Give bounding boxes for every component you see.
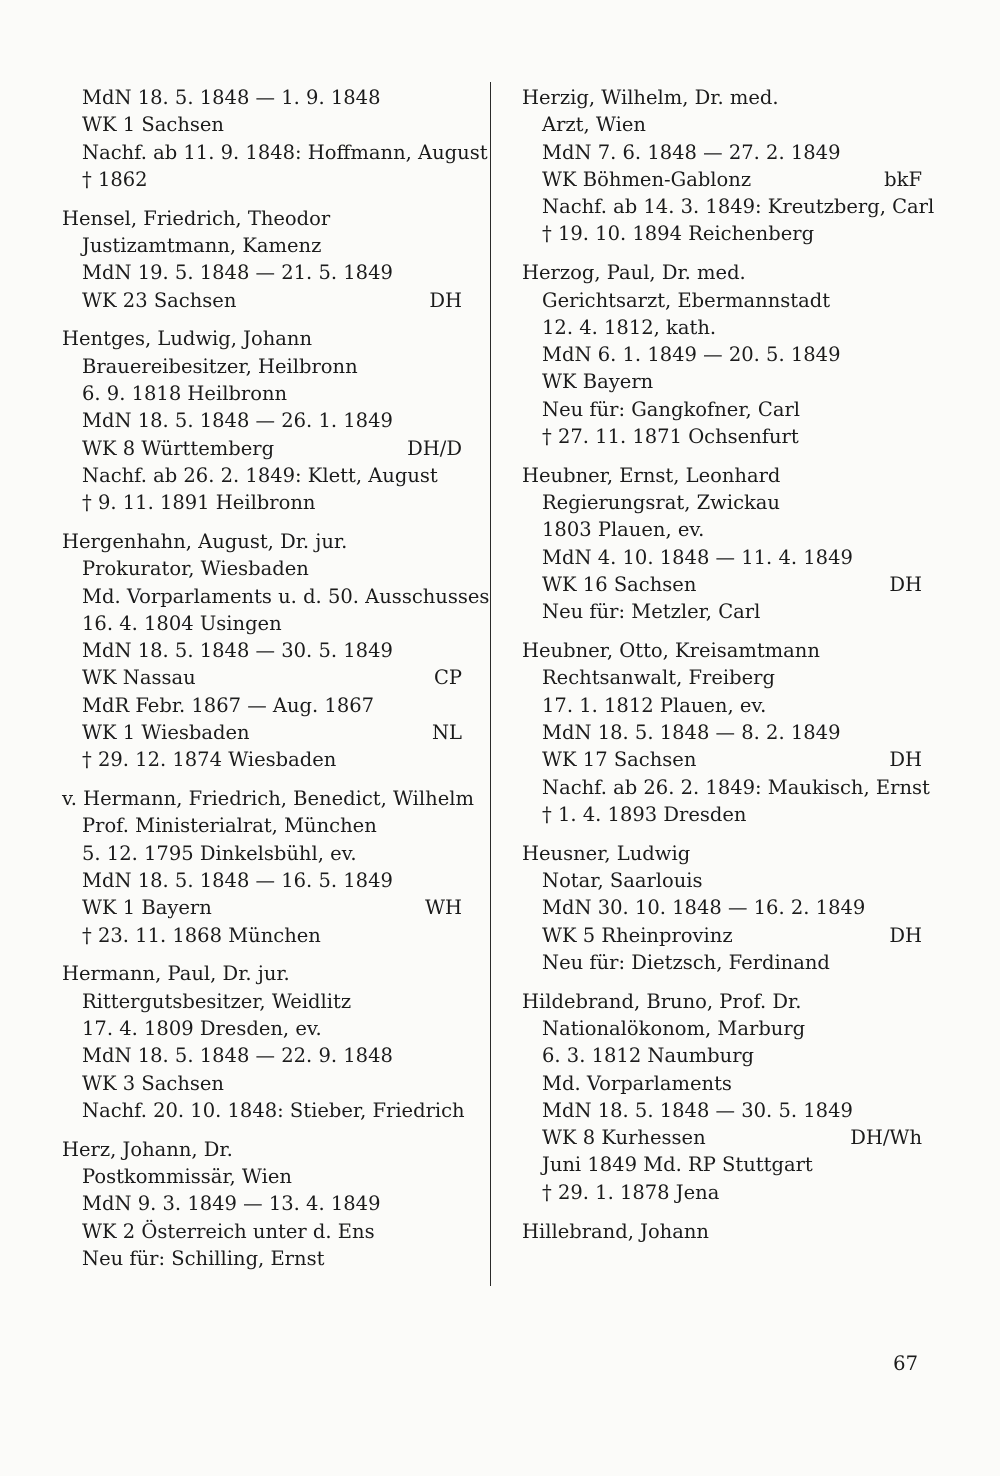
entry-detail-line [62, 555, 462, 582]
entry-text: 12. 4. 1812, kath. [542, 315, 717, 339]
entry-detail-line [62, 637, 462, 664]
entry-text: Nachf. 20. 10. 1848: Stieber, Friedrich [82, 1098, 465, 1122]
entry-detail-line [62, 232, 462, 259]
entry-text: † 19. 10. 1894 Reichenberg [542, 222, 815, 246]
entry-detail-line [522, 746, 922, 773]
entry-detail-line [522, 516, 922, 543]
entry-detail-line [522, 489, 922, 516]
entry-detail-line [522, 801, 922, 828]
entry-text: † 9. 11. 1891 Heilbronn [82, 491, 316, 515]
entry-text: † 23. 11. 1868 München [82, 923, 321, 947]
entry-detail-line [62, 1245, 462, 1272]
entry-text: Md. Vorparlaments u. d. 50. Ausschusses [82, 584, 490, 608]
register-entry [62, 205, 462, 314]
entry-text: v. Hermann, Friedrich, Benedict, Wilhelm [62, 787, 474, 811]
entry-text: Hensel, Friedrich, Theodor [62, 206, 331, 230]
entry-text: Juni 1849 Md. RP Stuttgart [542, 1153, 813, 1177]
register-entry [522, 988, 922, 1206]
entry-name [62, 785, 474, 812]
entry-detail-line [522, 1124, 922, 1151]
faction-tag: bkF [884, 167, 922, 191]
page-number: 67 [893, 1352, 918, 1375]
entry-name [522, 1218, 922, 1245]
register-entry [62, 785, 474, 949]
register-entry [522, 259, 922, 450]
entry-text: Heubner, Ernst, Leonhard [522, 463, 781, 487]
register-entry [62, 960, 465, 1124]
entry-text: 16. 4. 1804 Usingen [82, 611, 282, 635]
entry-text: † 29. 12. 1874 Wiesbaden [82, 748, 337, 772]
entry-text: Rechtsanwalt, Freiberg [542, 666, 775, 690]
entry-detail-line [522, 111, 922, 138]
entry-detail-line [522, 396, 922, 423]
entry-text: Neu für: Gangkofner, Carl [542, 397, 801, 421]
entry-text: Hermann, Paul, Dr. jur. [62, 962, 290, 986]
entry-detail-line [522, 571, 922, 598]
column-divider [490, 82, 491, 1286]
entry-text: MdN 18. 5. 1848 — 30. 5. 1849 [542, 1098, 853, 1122]
entry-detail-line [62, 489, 462, 516]
entry-detail-line [62, 988, 462, 1015]
entry-name [62, 960, 462, 987]
entry-detail-line [522, 774, 930, 801]
register-entry [62, 325, 462, 516]
entry-detail-line [522, 719, 922, 746]
entry-text: MdN 9. 3. 1849 — 13. 4. 1849 [82, 1192, 381, 1216]
entry-detail-line [62, 583, 490, 610]
entry-text: Herzog, Paul, Dr. med. [522, 261, 746, 285]
entry-detail-line [62, 1097, 465, 1124]
left-column [62, 84, 490, 1284]
entry-detail-line [62, 1015, 462, 1042]
entry-name [522, 84, 922, 111]
entry-detail-line [522, 1042, 922, 1069]
faction-tag: NL [431, 721, 462, 745]
entry-detail-line [522, 166, 922, 193]
entry-text: 1803 Plauen, ev. [542, 518, 705, 542]
entry-detail-line [62, 259, 462, 286]
entry-text: 6. 9. 1818 Heilbronn [82, 381, 288, 405]
entry-detail-line [62, 407, 462, 434]
entry-text: WK 3 Sachsen [82, 1071, 224, 1095]
entry-text: † 1862 [82, 167, 148, 191]
entry-text: MdN 18. 5. 1848 — 8. 2. 1849 [542, 721, 841, 745]
entry-text: Nachf. ab 11. 9. 1848: Hoffmann, August [82, 140, 488, 164]
entry-text: Rittergutsbesitzer, Weidlitz [82, 989, 352, 1013]
entry-text: MdN 30. 10. 1848 — 16. 2. 1849 [542, 896, 866, 920]
register-entry [522, 84, 935, 248]
entry-text: † 27. 11. 1871 Ochsenfurt [542, 425, 799, 449]
right-column [522, 84, 935, 1256]
entry-text: Nachf. ab 26. 2. 1849: Klett, August [82, 463, 438, 487]
entry-detail-line [522, 423, 922, 450]
entry-text: MdN 18. 5. 1848 — 16. 5. 1849 [82, 869, 393, 893]
faction-tag: CP [433, 666, 462, 690]
entry-text: Nationalökonom, Marburg [542, 1017, 806, 1040]
entry-text: Herz, Johann, Dr. [62, 1137, 233, 1161]
register-entry [522, 840, 922, 976]
entry-detail-line [62, 380, 462, 407]
entry-name [522, 840, 922, 867]
entry-text: Neu für: Metzler, Carl [542, 600, 761, 624]
entry-name [522, 988, 922, 1015]
entry-text: Hildebrand, Bruno, Prof. Dr. [522, 989, 802, 1013]
entry-detail-line [522, 922, 922, 949]
faction-tag: DH [889, 573, 922, 597]
entry-text: WK 2 Österreich unter d. Ens [82, 1219, 375, 1243]
entry-detail-line [62, 435, 462, 462]
entry-text: WK 1 Bayern [82, 896, 212, 920]
entry-detail-line [522, 949, 922, 976]
entry-detail-line [62, 610, 462, 637]
entry-text: Arzt, Wien [542, 113, 646, 137]
entry-detail-line [522, 314, 922, 341]
entry-text: MdN 18. 5. 1848 — 1. 9. 1848 [82, 86, 381, 109]
entry-text: WK 1 Sachsen [82, 113, 224, 137]
entry-text: MdN 6. 1. 1849 — 20. 5. 1849 [542, 343, 841, 367]
entry-name [62, 205, 462, 232]
entry-detail-line [522, 598, 922, 625]
entry-detail-line [522, 193, 935, 220]
entry-text: Neu für: Schilling, Ernst [82, 1246, 325, 1270]
entry-name [522, 462, 922, 489]
entry-detail-line [62, 462, 462, 489]
entry-detail-line [62, 746, 462, 773]
entry-text: WK Bayern [542, 370, 654, 394]
entry-detail-line [62, 1190, 462, 1217]
entry-detail-line [522, 287, 922, 314]
entry-text: WK 17 Sachsen [542, 748, 697, 772]
entry-text: Prof. Ministerialrat, München [82, 814, 377, 838]
entry-detail-line [62, 840, 462, 867]
faction-tag: DH [889, 923, 922, 947]
entry-detail-line [522, 1151, 922, 1178]
entry-text: MdN 18. 5. 1848 — 22. 9. 1848 [82, 1044, 393, 1068]
register-entry [62, 84, 488, 193]
entry-detail-line [62, 84, 462, 111]
entry-detail-line [62, 664, 462, 691]
entry-text: WK Nassau [82, 666, 196, 690]
entry-name [62, 528, 462, 555]
entry-detail-line [62, 922, 462, 949]
entry-detail-line [522, 894, 922, 921]
entry-detail-line [62, 287, 462, 314]
entry-text: 17. 1. 1812 Plauen, ev. [542, 693, 767, 717]
entry-detail-line [522, 1070, 922, 1097]
entry-text: Regierungsrat, Zwickau [542, 491, 780, 515]
entry-text: WK 5 Rheinprovinz [542, 923, 733, 947]
entry-text: WK Böhmen-Gablonz [542, 167, 752, 191]
faction-tag: WH [424, 896, 462, 920]
entry-text: 6. 3. 1812 Naumburg [542, 1044, 755, 1068]
entry-name [522, 637, 922, 664]
entry-text: Herzig, Wilhelm, Dr. med. [522, 86, 779, 109]
entry-text: WK 16 Sachsen [542, 573, 697, 597]
entry-detail-line [522, 1179, 922, 1206]
entry-text: Hentges, Ludwig, Johann [62, 327, 313, 351]
entry-text: WK 1 Wiesbaden [82, 721, 250, 745]
register-entry [522, 462, 922, 626]
entry-detail-line [62, 139, 488, 166]
entry-detail-line [62, 812, 462, 839]
register-entry [62, 528, 490, 774]
entry-text: Notar, Saarlouis [542, 869, 703, 893]
faction-tag: DH [429, 288, 462, 312]
register-entry [522, 637, 930, 828]
entry-name [522, 259, 922, 286]
entry-text: MdN 18. 5. 1848 — 26. 1. 1849 [82, 409, 393, 433]
entry-detail-line [62, 1042, 462, 1069]
register-entry [522, 1218, 922, 1245]
entry-text: MdN 18. 5. 1848 — 30. 5. 1849 [82, 639, 393, 663]
faction-tag: DH [889, 748, 922, 772]
entry-text: MdN 7. 6. 1848 — 27. 2. 1849 [542, 140, 841, 164]
entry-text: Md. Vorparlaments [542, 1071, 732, 1095]
entry-text: Nachf. ab 26. 2. 1849: Maukisch, Ernst [542, 775, 930, 799]
entry-text: 5. 12. 1795 Dinkelsbühl, ev. [82, 841, 357, 865]
entry-detail-line [62, 692, 462, 719]
entry-detail-line [522, 544, 922, 571]
faction-tag: DH/D [407, 436, 462, 460]
entry-text: Nachf. ab 14. 3. 1849: Kreutzberg, Carl [542, 195, 935, 219]
faction-tag: DH/Wh [850, 1126, 922, 1150]
entry-text: Hergenhahn, August, Dr. jur. [62, 529, 348, 553]
entry-text: Neu für: Dietzsch, Ferdinand [542, 950, 830, 974]
entry-detail-line [62, 1218, 462, 1245]
entry-detail-line [522, 368, 922, 395]
entry-text: Hillebrand, Johann [522, 1219, 709, 1243]
entry-text: † 29. 1. 1878 Jena [542, 1180, 720, 1204]
entry-detail-line [62, 166, 462, 193]
entry-text: † 1. 4. 1893 Dresden [542, 802, 747, 826]
entry-text: Justizamtmann, Kamenz [82, 233, 322, 257]
entry-text: WK 8 Kurhessen [542, 1126, 706, 1150]
entry-detail-line [522, 867, 922, 894]
entry-detail-line [522, 139, 922, 166]
entry-text: Prokurator, Wiesbaden [82, 557, 309, 581]
entry-text: MdR Febr. 1867 — Aug. 1867 [82, 693, 375, 717]
entry-detail-line [62, 353, 462, 380]
entry-text: MdN 19. 5. 1848 — 21. 5. 1849 [82, 261, 393, 285]
entry-detail-line [62, 719, 462, 746]
register-entry [62, 1136, 462, 1272]
entry-detail-line [62, 1163, 462, 1190]
entry-detail-line [62, 111, 462, 138]
entry-text: Postkommissär, Wien [82, 1164, 292, 1188]
entry-detail-line [522, 341, 922, 368]
entry-text: MdN 4. 10. 1848 — 11. 4. 1849 [542, 545, 853, 569]
entry-text: 17. 4. 1809 Dresden, ev. [82, 1017, 322, 1040]
entry-text: Brauereibesitzer, Heilbronn [82, 354, 358, 378]
entry-text: WK 23 Sachsen [82, 288, 237, 312]
entry-text: Heubner, Otto, Kreisamtmann [522, 639, 820, 663]
entry-detail-line [522, 664, 922, 691]
entry-detail-line [62, 1070, 462, 1097]
entry-detail-line [62, 894, 462, 921]
entry-name [62, 1136, 462, 1163]
entry-name [62, 325, 462, 352]
entry-text: WK 8 Württemberg [82, 436, 275, 460]
entry-text: Gerichtsarzt, Ebermannstadt [542, 288, 831, 312]
entry-detail-line [522, 220, 922, 247]
entry-text: Heusner, Ludwig [522, 841, 691, 865]
entry-detail-line [522, 1015, 922, 1042]
entry-detail-line [62, 867, 462, 894]
entry-detail-line [522, 1097, 922, 1124]
entry-detail-line [522, 692, 922, 719]
